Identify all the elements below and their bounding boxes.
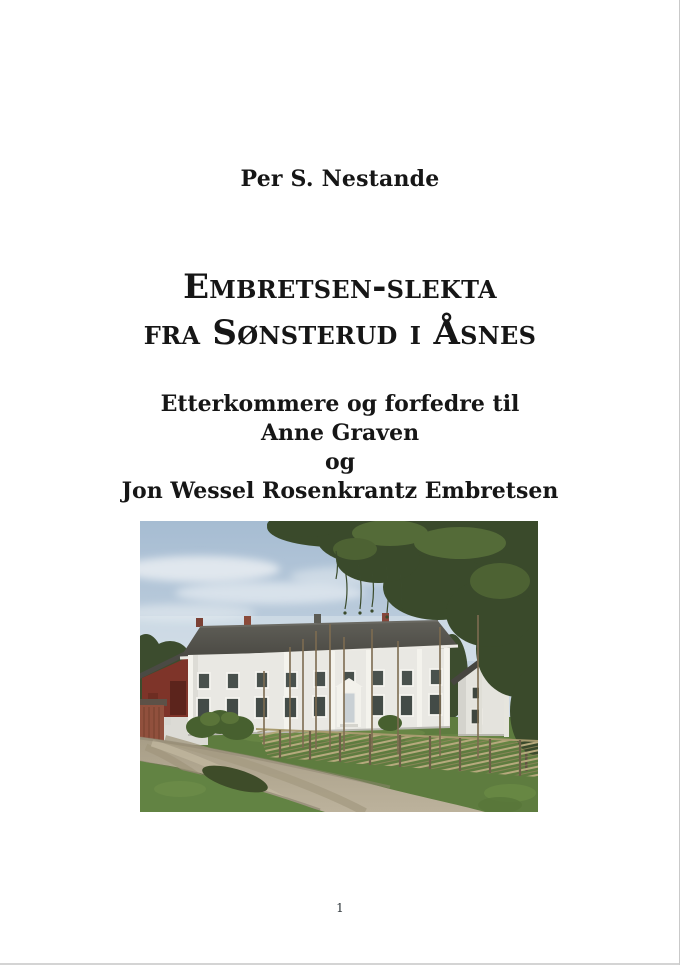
book-subtitle — [0, 390, 680, 506]
page-number: 1 — [336, 901, 344, 915]
book-title-line1: Embretsen-slekta — [183, 267, 497, 307]
subtitle-line1: Etterkommere og forfedre til — [160, 391, 520, 417]
chimney — [314, 614, 321, 623]
farm-photo-illustration — [140, 521, 538, 812]
book-title-line2: fra Sønsterud i Åsnes — [143, 313, 537, 353]
book-title — [0, 264, 680, 356]
subtitle-line3: og — [324, 449, 356, 475]
subtitle-line4: Jon Wessel Rosenkrantz Embretsen — [121, 478, 559, 504]
author-name: Per S. Nestande — [240, 166, 440, 192]
entrance-portico — [335, 678, 363, 727]
subtitle-line2: Anne Graven — [260, 420, 420, 446]
chimney — [244, 616, 251, 625]
farm-photograph — [140, 521, 538, 812]
chimney — [196, 618, 203, 627]
